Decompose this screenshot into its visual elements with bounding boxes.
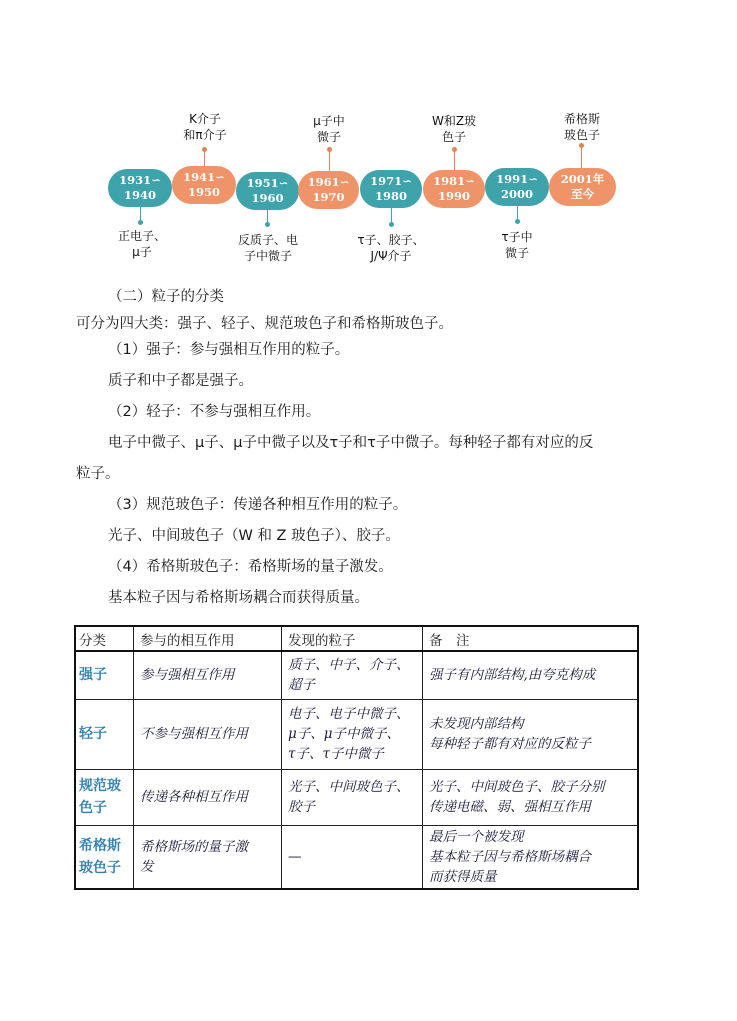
table-cell-category: 规范玻 色子: [75, 769, 134, 825]
table-header: 备 注: [423, 626, 639, 651]
table-header: 参与的相互作用: [134, 626, 282, 651]
timeline-connector: [329, 150, 330, 172]
table-cell-interaction: 传递各种相互作用: [134, 769, 282, 825]
table-cell-category: 希格斯 玻色子: [75, 825, 134, 889]
paragraph: 质子和中子都是强子。: [108, 373, 253, 389]
table-cell-note: 未发现内部结构 每种轻子都有对应的反粒子: [423, 699, 639, 769]
timeline-discovery-label: 希格斯 玻色子: [563, 112, 600, 142]
timeline-dot: [515, 219, 520, 224]
paragraph: （1）强子：参与强相互作用的粒子。: [108, 342, 350, 358]
table-cell-interaction: 希格斯场的量子激 发: [134, 825, 282, 889]
timeline-period: 1971∽ 1980: [360, 170, 422, 208]
timeline-discovery-label: 正电子、 μ子: [117, 229, 166, 259]
table-row: [75, 769, 638, 825]
table-row: [75, 699, 638, 769]
timeline-discovery-label: μ子中 微子: [313, 114, 345, 144]
paragraph: 粒子。: [76, 466, 120, 482]
timeline-period: 2001年 至今: [549, 168, 616, 206]
paragraph: （4）希格斯玻色子：希格斯场的量子激发。: [108, 559, 393, 575]
timeline-period: 1981∽ 1990: [423, 170, 485, 208]
paragraph: （2）轻子：不参与强相互作用。: [108, 404, 321, 420]
timeline-dot: [579, 143, 584, 148]
timeline-dot: [327, 147, 332, 152]
table-cell-note: 光子、中间玻色子、胶子分别 传递电磁、弱、强相互作用: [423, 769, 639, 825]
particle-classification-table: [74, 625, 639, 890]
timeline-discovery-label: τ子、胶子、 J/Ψ介子: [357, 233, 425, 263]
table-cell-category: 轻子: [75, 699, 134, 769]
table-cell-note: 强子有内部结构,由夸克构成: [423, 651, 639, 699]
timeline-period: 1961∽ 1970: [298, 171, 359, 209]
timeline-discovery-label: K介子 和π介子: [183, 112, 227, 142]
timeline-dot: [452, 147, 457, 152]
paragraph: 基本粒子因与希格斯场耦合而获得质量。: [108, 590, 369, 606]
table-cell-interaction: 不参与强相互作用: [134, 699, 282, 769]
table-cell-particles: 质子、中子、介子、 超子: [282, 651, 423, 699]
timeline-period: 1991∽ 2000: [485, 168, 549, 206]
table-header: 分类: [75, 626, 134, 651]
table-row: [75, 651, 638, 699]
table-header-row: [75, 626, 638, 651]
timeline-dot: [202, 147, 207, 152]
table-cell-particles: —: [282, 825, 423, 889]
paragraph: 可分为四大类：强子、轻子、规范玻色子和希格斯玻色子。: [76, 316, 453, 332]
table-cell-note: 最后一个被发现 基本粒子因与希格斯场耦合 而获得质量: [423, 825, 639, 889]
particle-discovery-timeline: [0, 0, 737, 280]
timeline-discovery-label: W和Z玻 色子: [431, 114, 477, 144]
timeline-period: 1951∽ 1960: [236, 172, 299, 210]
paragraph: 光子、中间玻色子（W 和 Z 玻色子）、胶子。: [108, 528, 400, 544]
timeline-dot: [138, 220, 143, 225]
section-heading: （二）粒子的分类: [108, 289, 224, 305]
table-cell-category: 强子: [75, 651, 134, 699]
table-cell-particles: 光子、中间玻色子、 胶子: [282, 769, 423, 825]
timeline-discovery-label: 反质子、电 子中微子: [237, 233, 298, 263]
timeline-connector: [454, 150, 455, 172]
table-cell-interaction: 参与强相互作用: [134, 651, 282, 699]
table-row: [75, 825, 638, 889]
timeline-dot: [389, 222, 394, 227]
table-header: 发现的粒子: [282, 626, 423, 651]
paragraph: 电子中微子、μ子、μ子中微子以及τ子和τ子中微子。每种轻子都有对应的反: [108, 435, 594, 451]
timeline-period: 1941∽ 1950: [172, 166, 236, 204]
timeline-discovery-label: τ子中 微子: [501, 230, 533, 260]
paragraph: （3）规范玻色子：传递各种相互作用的粒子。: [108, 497, 408, 513]
timeline-connector: [581, 146, 582, 168]
timeline-period: 1931∽ 1940: [108, 169, 172, 207]
timeline-dot: [265, 222, 270, 227]
table-cell-particles: 电子、电子中微子、 μ子、μ子中微子、 τ子、τ子中微子: [282, 699, 423, 769]
